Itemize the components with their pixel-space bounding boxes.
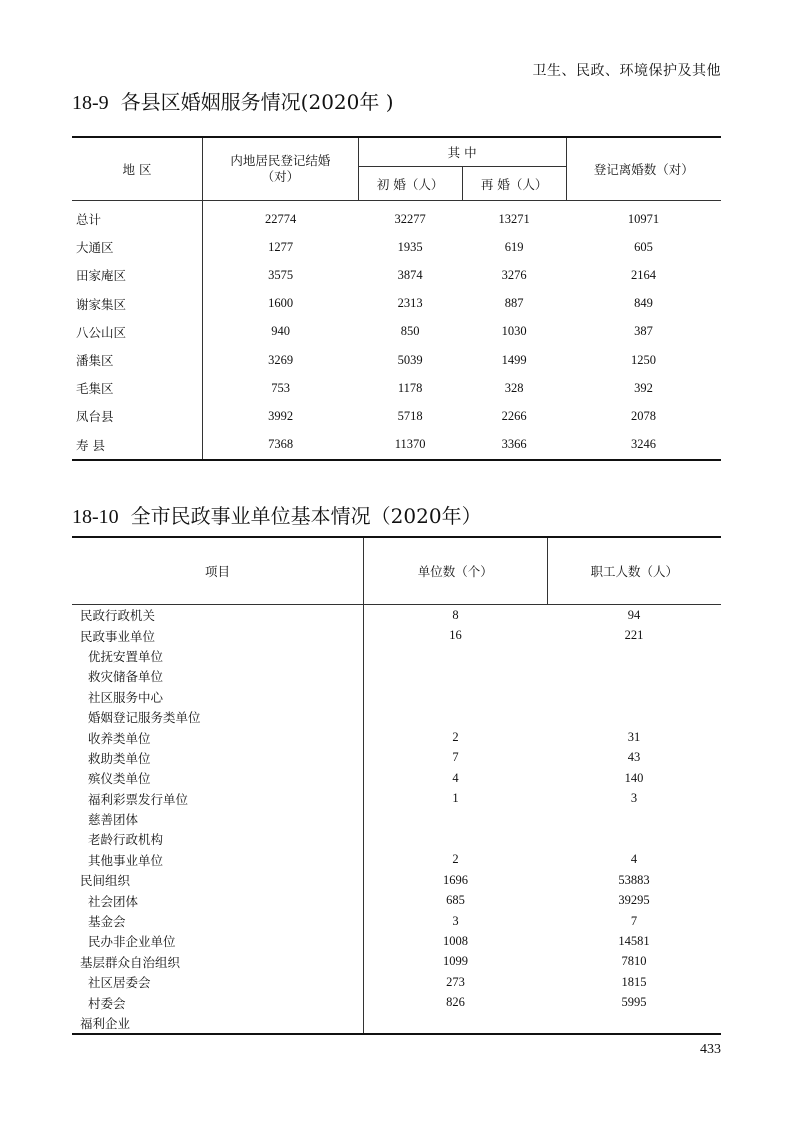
staff-cell [547, 707, 721, 727]
item-cell: 民政事业单位 [72, 625, 364, 645]
item-cell: 救助类单位 [72, 748, 364, 768]
header-units: 单位数（个） [364, 537, 548, 605]
header-remarriage: 再 婚（人） [462, 167, 566, 201]
item-cell: 社会团体 [72, 890, 364, 910]
remarriage-cell: 13271 [498, 211, 530, 226]
table-row [72, 931, 721, 951]
first-marriage-cell: 11370 [394, 437, 426, 452]
table2-number: 18-10 [72, 506, 119, 528]
staff-cell [547, 646, 721, 666]
table-row [72, 972, 721, 992]
table-row [72, 402, 721, 430]
units-cell: 826 [446, 995, 465, 1010]
table-row [72, 890, 721, 910]
table-row [72, 911, 721, 931]
header-region: 地 区 [72, 137, 203, 201]
divorces-cell: 387 [634, 324, 653, 339]
header-of-which: 其 中 [358, 137, 566, 167]
divorces-cell: 2164 [631, 267, 657, 282]
table-row [72, 789, 721, 809]
units-cell [364, 687, 548, 707]
region-cell: 八公山区 [72, 318, 203, 346]
item-cell: 收养类单位 [72, 727, 364, 747]
table-row [72, 850, 721, 870]
region-cell: 大通区 [72, 233, 203, 261]
staff-cell: 7 [630, 913, 638, 928]
table-row [72, 431, 721, 460]
table-row [72, 346, 721, 374]
units-cell [364, 1013, 548, 1034]
item-cell: 民政行政机关 [72, 605, 364, 626]
units-cell: 3 [452, 913, 459, 928]
staff-cell: 14581 [618, 933, 650, 948]
region-cell: 毛集区 [72, 374, 203, 402]
remarriage-cell: 1499 [501, 352, 527, 367]
region-cell: 凤台县 [72, 402, 203, 430]
staff-cell: 3 [630, 791, 638, 806]
item-cell: 慈善团体 [72, 809, 364, 829]
item-cell: 村委会 [72, 992, 364, 1012]
units-cell: 7 [452, 750, 459, 765]
first-marriage-cell: 1935 [397, 239, 423, 254]
staff-cell [547, 687, 721, 707]
units-cell: 2 [452, 730, 459, 745]
item-cell: 民办非企业单位 [72, 931, 364, 951]
remarriage-cell: 2266 [501, 408, 527, 423]
item-cell: 社区服务中心 [72, 687, 364, 707]
divorces-cell: 2078 [631, 408, 657, 423]
units-cell [364, 646, 548, 666]
staff-cell: 39295 [618, 893, 650, 908]
staff-cell: 53883 [618, 872, 650, 887]
table-row [72, 318, 721, 346]
units-cell: 2 [452, 852, 459, 867]
marriages-cell: 1277 [268, 239, 294, 254]
marriages-cell: 7368 [268, 437, 294, 452]
civil-affairs-units-table [72, 536, 721, 1035]
table-row [72, 666, 721, 686]
units-cell: 1099 [443, 954, 468, 969]
units-cell: 685 [446, 893, 465, 908]
first-marriage-cell: 5039 [397, 352, 423, 367]
units-cell: 1 [452, 791, 459, 806]
section-header: 卫生、民政、环境保护及其他 [532, 63, 721, 79]
table-row [72, 870, 721, 890]
header-staff: 职工人数（人） [547, 537, 721, 605]
table-row [72, 707, 721, 727]
table-row [72, 687, 721, 707]
marriages-cell: 22774 [264, 211, 297, 226]
divorces-cell: 3246 [631, 437, 657, 452]
marriages-cell: 3575 [268, 267, 294, 282]
staff-cell: 5995 [621, 995, 647, 1010]
first-marriage-cell: 1178 [397, 380, 423, 395]
table-row [72, 809, 721, 829]
region-cell: 总计 [72, 201, 203, 234]
units-cell: 1696 [443, 872, 468, 887]
region-cell: 田家庵区 [72, 261, 203, 289]
item-cell: 社区居委会 [72, 972, 364, 992]
item-cell: 老龄行政机构 [72, 829, 364, 849]
first-marriage-cell: 5718 [397, 408, 423, 423]
table2-title-text: 全市民政事业单位基本情况（2020年） [130, 504, 482, 528]
table-row [72, 768, 721, 788]
marriages-cell: 940 [271, 324, 290, 339]
item-cell: 殡仪类单位 [72, 768, 364, 788]
staff-cell: 4 [630, 852, 638, 867]
staff-cell: 94 [627, 607, 641, 622]
item-cell: 基金会 [72, 911, 364, 931]
table-row [72, 201, 721, 234]
units-cell [364, 666, 548, 686]
remarriage-cell: 328 [504, 380, 524, 395]
table-row [72, 290, 721, 318]
item-cell: 基层群众自治组织 [72, 952, 364, 972]
divorces-cell: 1250 [631, 352, 657, 367]
remarriage-cell: 3276 [501, 267, 527, 282]
header-marriages: 内地居民登记结婚 （对） [203, 137, 359, 201]
item-cell: 优抚安置单位 [72, 646, 364, 666]
remarriage-cell: 1030 [501, 324, 527, 339]
region-cell: 寿 县 [72, 431, 203, 460]
item-cell: 婚姻登记服务类单位 [72, 707, 364, 727]
table2-title [72, 500, 482, 529]
header-item: 项目 [72, 537, 364, 605]
header-divorces: 登记离婚数（对） [566, 137, 721, 201]
table1-number: 18-9 [72, 92, 109, 114]
table-row [72, 748, 721, 768]
region-cell: 谢家集区 [72, 290, 203, 318]
marriages-cell: 3992 [268, 408, 294, 423]
table-row [72, 261, 721, 289]
first-marriage-cell: 32277 [394, 211, 426, 226]
marriages-cell: 3269 [268, 352, 294, 367]
divorces-cell: 605 [634, 239, 653, 254]
staff-cell: 221 [624, 628, 644, 643]
staff-cell [547, 809, 721, 829]
item-cell: 其他事业单位 [72, 850, 364, 870]
table-row [72, 625, 721, 645]
remarriage-cell: 887 [504, 296, 524, 311]
units-cell: 4 [452, 770, 459, 785]
units-cell: 1008 [443, 933, 468, 948]
table1-title-text: 各县区婚姻服务情况(2020年 ) [120, 90, 394, 114]
item-cell: 救灾储备单位 [72, 666, 364, 686]
staff-cell: 1815 [621, 974, 647, 989]
marriages-cell: 753 [271, 380, 290, 395]
staff-cell [547, 1013, 721, 1034]
staff-cell: 31 [627, 730, 641, 745]
units-cell: 8 [452, 607, 459, 622]
divorces-cell: 849 [634, 296, 653, 311]
staff-cell [547, 666, 721, 686]
units-cell [364, 809, 548, 829]
table-row [72, 1013, 721, 1034]
table-row [72, 992, 721, 1012]
staff-cell: 7810 [621, 954, 647, 969]
units-cell: 16 [449, 628, 462, 643]
table-row [72, 233, 721, 261]
table-row [72, 374, 721, 402]
divorces-cell: 10971 [627, 211, 660, 226]
table-row [72, 605, 721, 626]
marriage-services-table [72, 136, 721, 461]
units-cell [364, 829, 548, 849]
units-cell: 273 [446, 974, 465, 989]
table1-title [72, 86, 394, 115]
item-cell: 民间组织 [72, 870, 364, 890]
page-number: 433 [700, 1042, 721, 1057]
table-row [72, 727, 721, 747]
table-row [72, 952, 721, 972]
item-cell: 福利企业 [72, 1013, 364, 1034]
table-row [72, 829, 721, 849]
header-first-marriage: 初 婚（人） [358, 167, 462, 201]
table-row [72, 646, 721, 666]
staff-cell [547, 829, 721, 849]
remarriage-cell: 3366 [501, 437, 527, 452]
first-marriage-cell: 850 [400, 324, 420, 339]
item-cell: 福利彩票发行单位 [72, 789, 364, 809]
first-marriage-cell: 3874 [397, 267, 423, 282]
region-cell: 潘集区 [72, 346, 203, 374]
units-cell [364, 707, 548, 727]
marriages-cell: 1600 [268, 296, 294, 311]
staff-cell: 140 [624, 770, 644, 785]
divorces-cell: 392 [634, 380, 653, 395]
first-marriage-cell: 2313 [397, 296, 423, 311]
staff-cell: 43 [627, 750, 641, 765]
remarriage-cell: 619 [504, 239, 524, 254]
